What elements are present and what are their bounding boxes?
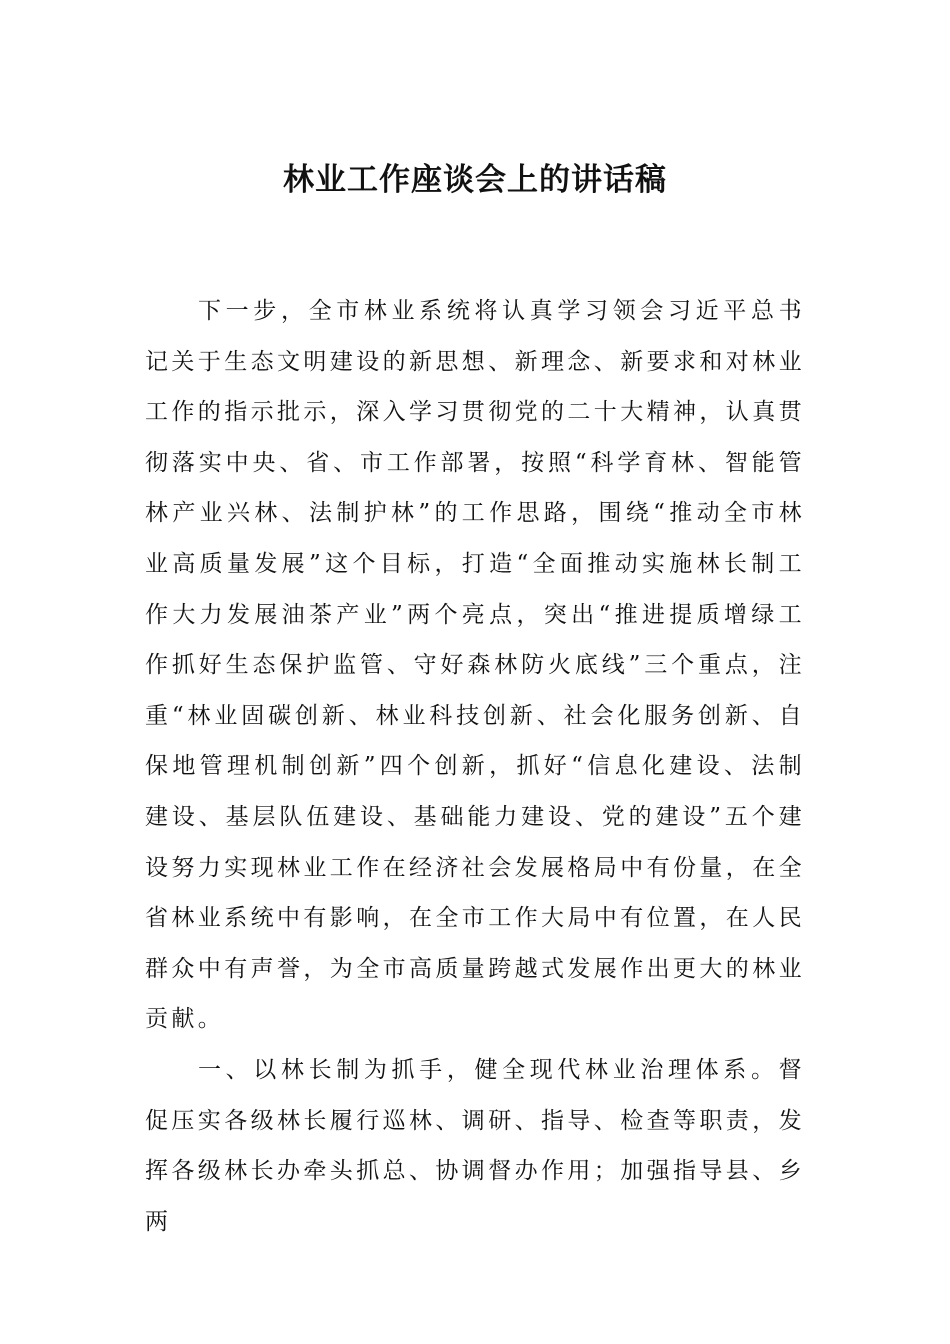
document-title: 林业工作座谈会上的讲话稿	[283, 162, 667, 198]
document-body	[145, 286, 805, 1247]
paragraph-next-steps: 下一步，全市林业系统将认真学习领会习近平总书记关于生态文明建设的新思想、新理念、新要求和对林业工作的指示批示，深入学习贯彻党的二十大精神，认真贯彻落实中央、省、市工作部署，按照“科学育林、智能管林产业兴林、法制护林”的工作思路，围绕“推动全市林业高质量发展”这个目标，打造“全面推动实施林长制工作大力发展油茶产业”两个亮点，突出“推进提质增绿工作抓好生态保护监管、守好森林防火底线”三个重点，注重“林业固碳创新、林业科技创新、社会化服务创新、自保地管理机制创新”四个创新，抓好“信息化建设、法制建设、基层队伍建设、基础能力建设、党的建设”五个建设努力实现林业工作在经济社会发展格局中有份量，在全省林业系统中有影响，在全市工作大局中有位置，在人民群众中有声誉，为全市高质量跨越式发展作出更大的林业贡献。	[145, 298, 805, 1033]
paragraph-forest-chief-system: 一、以林长制为抓手，健全现代林业治理体系。督促压实各级林长履行巡林、调研、指导、检查等职责，发挥各级林长办牵头抓总、协调督办作用；加强指导县、乡两	[145, 1056, 805, 1235]
